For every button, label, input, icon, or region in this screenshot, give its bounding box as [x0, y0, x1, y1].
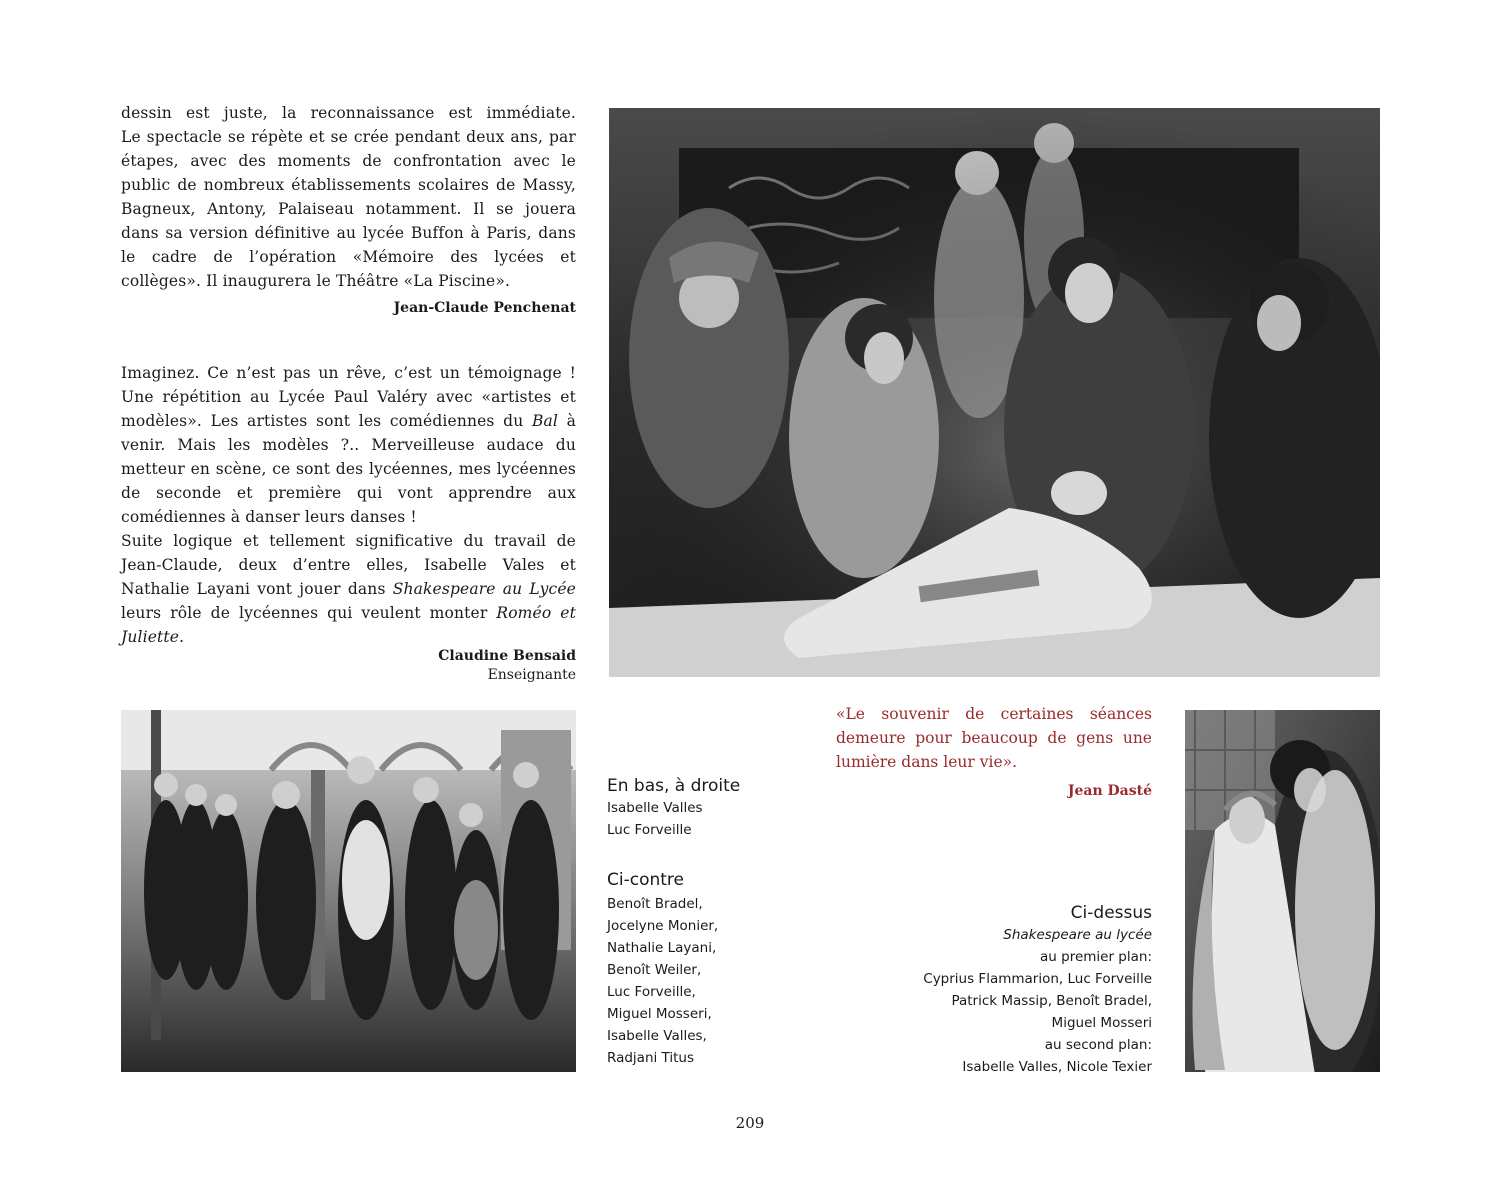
caption-name: Luc Forveille, [607, 984, 696, 1000]
caption-heading: Ci-contre [607, 870, 684, 890]
continuation-line: dessin est juste, la reconnaissance est immédiate. [121, 104, 576, 122]
caption-name: Isabelle Valles [607, 800, 703, 816]
photo-group-lycee [121, 710, 576, 1072]
caption-line: Patrick Massip, Benoît Bradel, [951, 993, 1152, 1009]
caption-line: au premier plan: [1040, 949, 1152, 965]
caption-name: Isabelle Valles, [607, 1028, 707, 1044]
caption-name: Benoît Bradel, [607, 896, 703, 912]
page-number: 209 [735, 1114, 765, 1132]
signature-bensaid: Claudine Bensaid [438, 648, 576, 664]
quote-author: Jean Dasté [1067, 783, 1152, 799]
caption-line: Isabelle Valles, Nicole Texier [962, 1059, 1152, 1075]
caption-heading: En bas, à droite [607, 776, 741, 796]
caption-bottom-right [607, 775, 807, 841]
caption-heading: Ci-dessus [1070, 903, 1152, 923]
text-span: Suite logique et tellement significative du travail de Jean-Claude, deux d’entre elles, Isabelle Vales et Nathalie Layani vont jouer dans [121, 532, 576, 598]
paragraph-continuation-text [121, 529, 576, 649]
photo-stage-scene [609, 108, 1380, 677]
caption-ci-dessus [880, 902, 1152, 1078]
text-span: à venir. Mais les modèles ?.. Merveilleuse audace du metteur en scène, ce sont des lycéennes, mes lycéennes de seconde et première qui vont apprendre aux comédiennes à danser leurs danses ! [121, 412, 576, 526]
text-line-continuation [121, 101, 576, 125]
photo-couple-scene [1185, 710, 1380, 1072]
caption-ci-contre [607, 869, 807, 1069]
signature-penchenat: Jean-Claude Penchenat [393, 300, 576, 316]
italic-title-bal: Bal [531, 412, 558, 430]
caption-name: Nathalie Layani, [607, 940, 717, 956]
caption-name: Luc Forveille [607, 822, 692, 838]
text-span: . [179, 628, 185, 646]
caption-name: Miguel Mosseri, [607, 1006, 712, 1022]
signature-bensaid-role: Enseignante [487, 667, 576, 683]
caption-line: Miguel Mosseri [1051, 1015, 1152, 1031]
caption-line: Cyprius Flammarion, Luc Forveille [923, 971, 1152, 987]
caption-title: Shakespeare au lycée [1003, 927, 1152, 943]
text-span: leurs rôle de lycéennes qui veulent monter [121, 604, 497, 622]
italic-title-romeo: Roméo et Juliette [121, 604, 576, 646]
caption-name: Jocelyne Monier, [607, 918, 719, 934]
caption-name: Radjani Titus [607, 1050, 695, 1066]
italic-title-shakespeare: Shakespeare au Lycée [392, 580, 576, 598]
paragraph-testimony-text [121, 361, 576, 529]
quote-dastes: «Le souvenir de certaines séances demeure pour beaucoup de gens une lumière dans leur vie». [836, 705, 1152, 771]
paragraph-production-text: Le spectacle se répète et se crée pendant deux ans, par étapes, avec des moments de confrontation avec le public de nombreux établissements scolaires de Massy, Bagneux, Antony, Palaiseau notamment. Il se jouera dans sa version définitive au lycée Buffon à Paris, dans le cadre de l’opération «Mémoire des lycées et collèges». Il inaugurera le Théâtre «La Piscine». [121, 128, 576, 290]
text-span: Imaginez. Ce n’est pas un rêve, c’est un témoignage ! Une répétition au Lycée Paul Valéry avec «artistes et modèles». Les artistes sont les comédiennes du [121, 364, 576, 430]
caption-line: au second plan: [1044, 1037, 1152, 1053]
caption-name: Benoît Weiler, [607, 962, 702, 978]
paragraph-production [121, 125, 576, 293]
paragraph-testimony [121, 361, 576, 649]
